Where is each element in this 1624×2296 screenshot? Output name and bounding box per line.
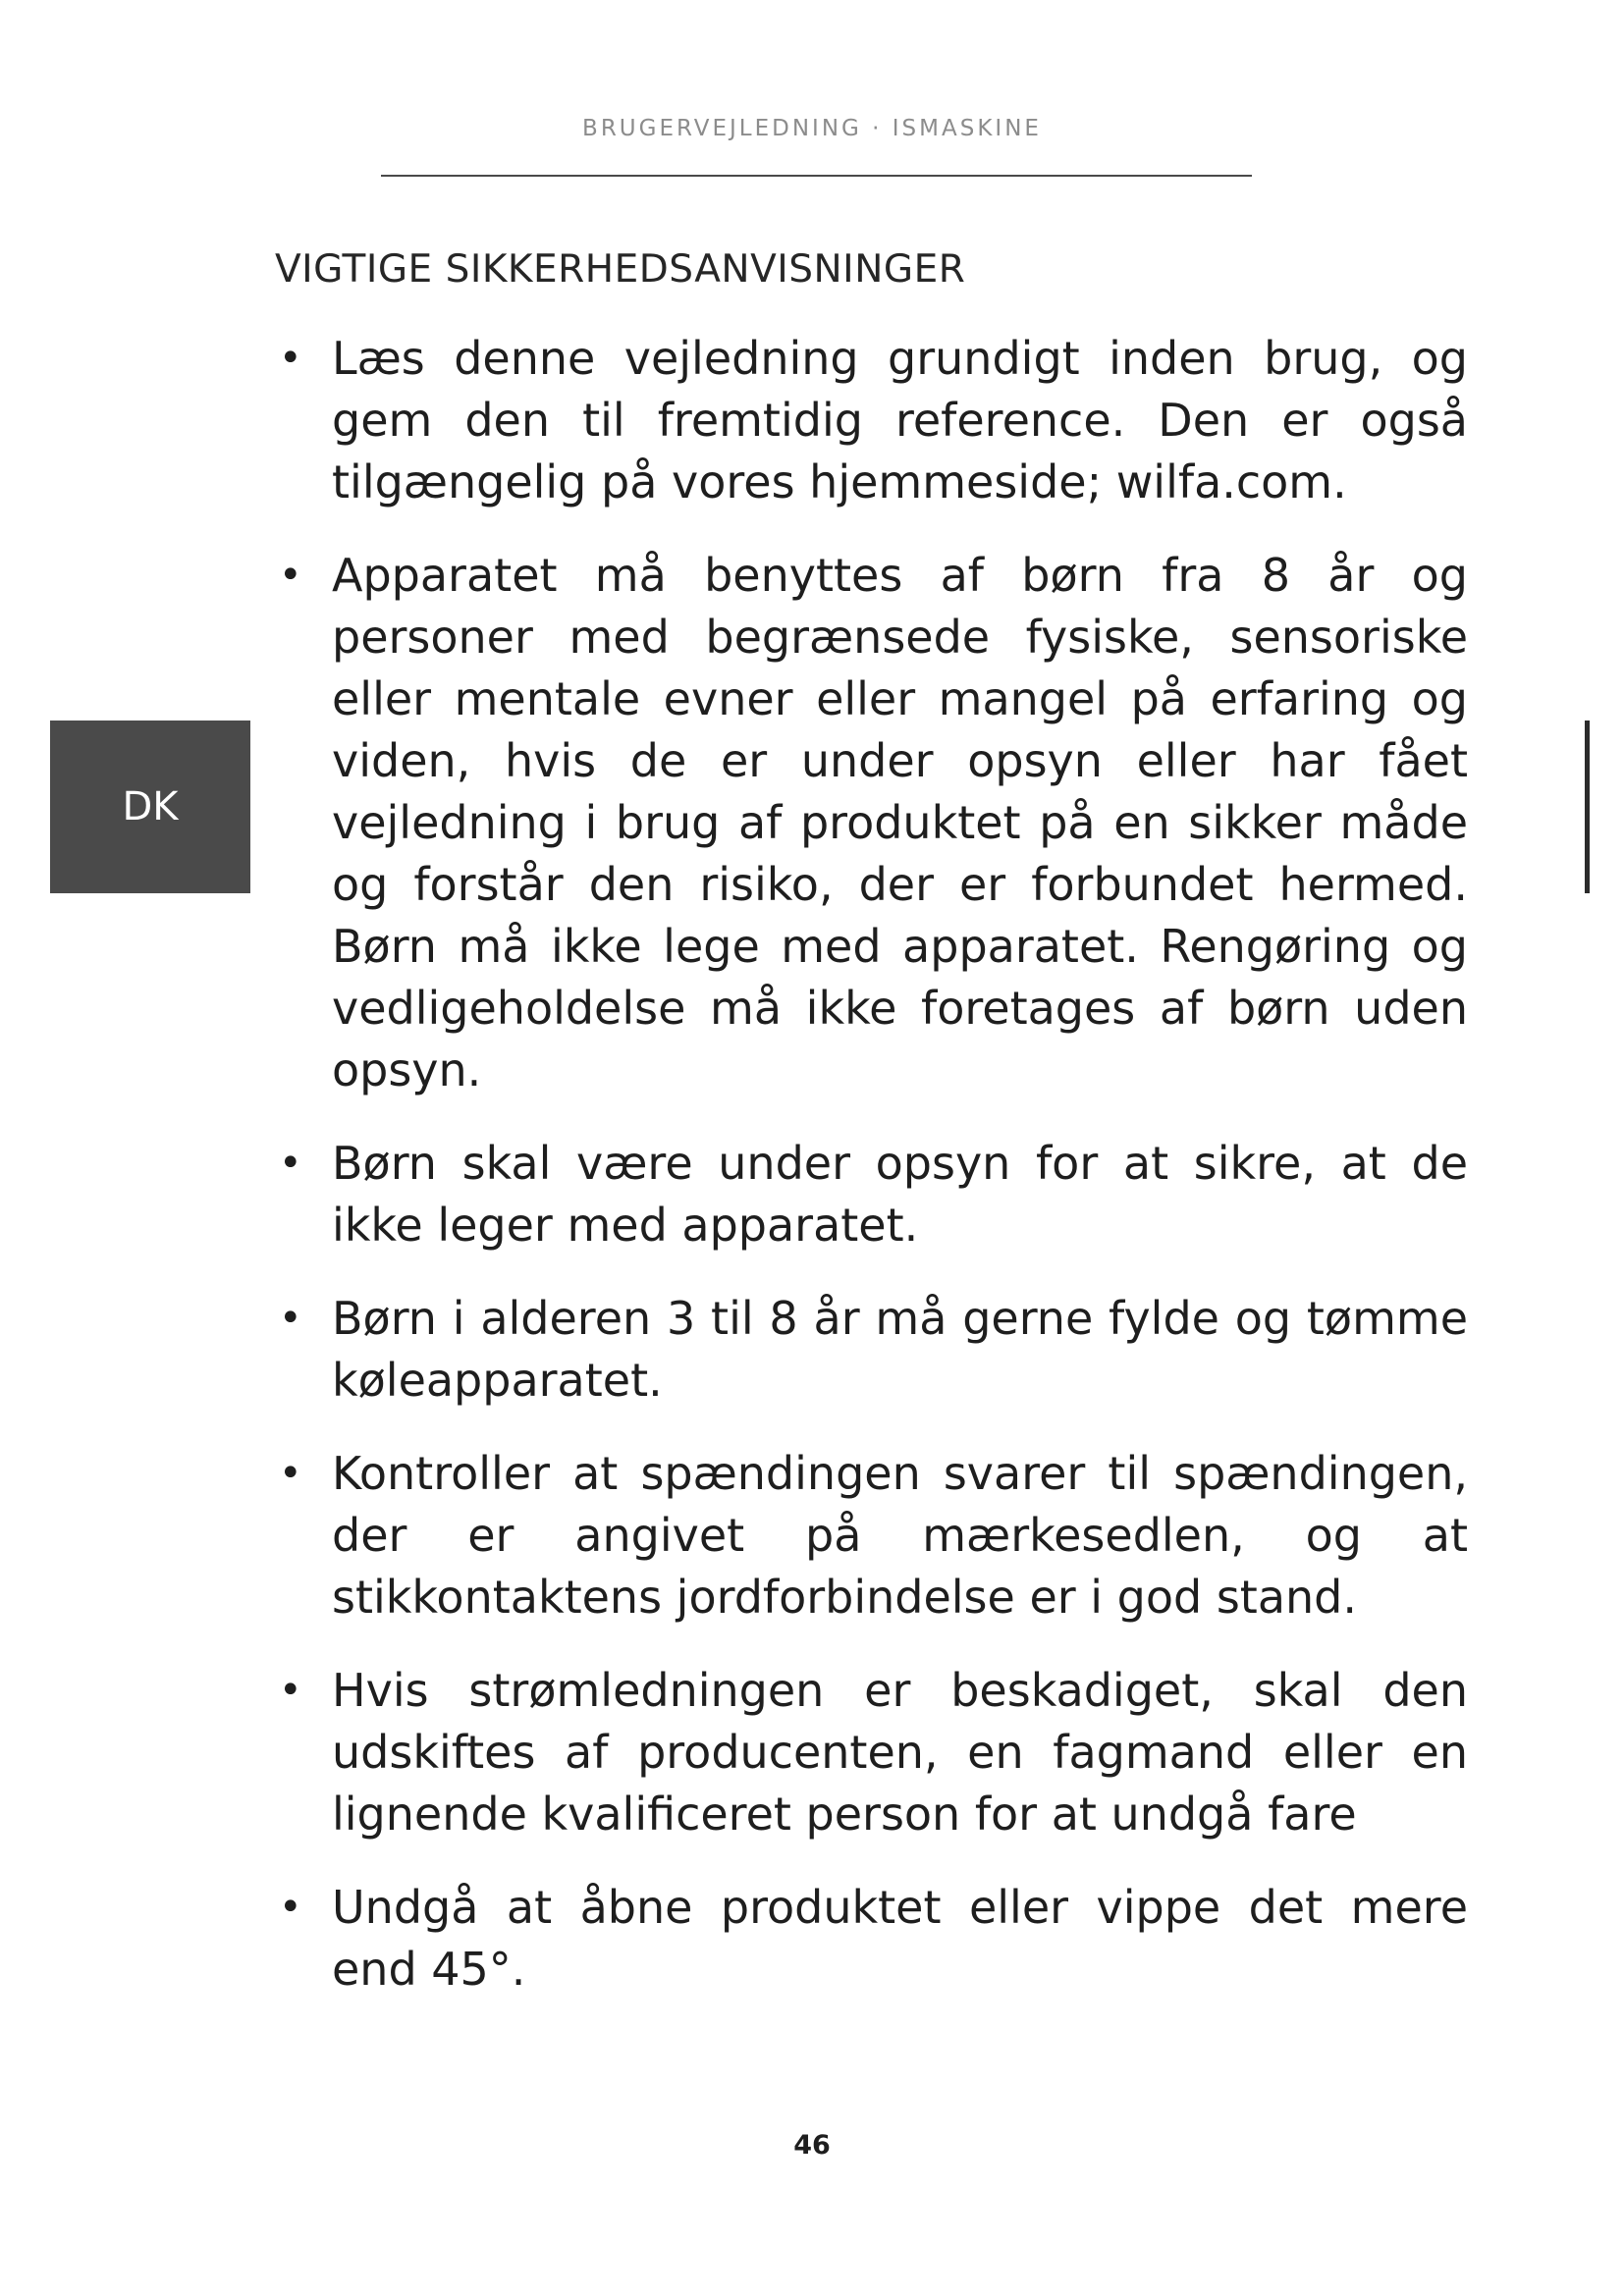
section-title: VIGTIGE SIKKERHEDSANVISNINGER [275, 247, 966, 292]
list-item [275, 1443, 1468, 1629]
list-item [275, 1877, 1468, 2001]
bullet-icon: • [279, 1885, 302, 1930]
safety-instructions-list [275, 328, 1468, 2032]
bullet-icon: • [279, 553, 302, 598]
list-item-text: Apparatet må benyttes af børn fra 8 år og personer med begrænsede fysiske, sensoriske eller mentale evner eller mangel på erfaring og viden, hvis de er under opsyn eller har fået vejledning i brug af produktet på en sikker måde og forstår den risiko, der er forbundet hermed. Børn må ikke lege med apparatet. Rengøring og vedligeholdelse må ikke foretages af børn uden opsyn. [332, 549, 1468, 1096]
list-item-text: Børn i alderen 3 til 8 år må gerne fylde og tømme køleapparatet. [332, 1292, 1468, 1407]
list-item [275, 1660, 1468, 1845]
list-item [275, 328, 1468, 513]
bullet-icon: • [279, 336, 302, 381]
list-item [275, 545, 1468, 1101]
list-item-text: Børn skal være under opsyn for at sikre, at de ikke leger med apparatet. [332, 1137, 1468, 1252]
list-item [275, 1288, 1468, 1412]
list-item [275, 1133, 1468, 1256]
language-tab-label: DK [122, 784, 179, 829]
list-item-text: Læs denne vejledning grundigt inden brug, og gem den til fremtidig reference. Den er også tilgængelig på vores hjemmeside; wilfa.com. [332, 332, 1468, 508]
language-tab [50, 721, 250, 893]
bullet-icon: • [279, 1668, 302, 1713]
bullet-icon: • [279, 1141, 302, 1186]
header-divider [381, 175, 1252, 177]
list-item-text: Kontroller at spændingen svarer til spændingen, der er angivet på mærkesedlen, og at stikkontaktens jordforbindelse er i god stand. [332, 1447, 1468, 1624]
list-item-text: Undgå at åbne produktet eller vippe det mere end 45°. [332, 1881, 1468, 1996]
list-item-text: Hvis strømledningen er beskadiget, skal den udskiftes af producenten, en fagmand eller en lignende kvalificeret person for at undgå fare [332, 1664, 1468, 1841]
running-header: BRUGERVEJLEDNING · ISMASKINE [582, 116, 1042, 141]
bullet-icon: • [279, 1296, 302, 1341]
side-margin-marker [1585, 721, 1590, 893]
bullet-icon: • [279, 1451, 302, 1496]
page-number: 46 [793, 2130, 831, 2161]
